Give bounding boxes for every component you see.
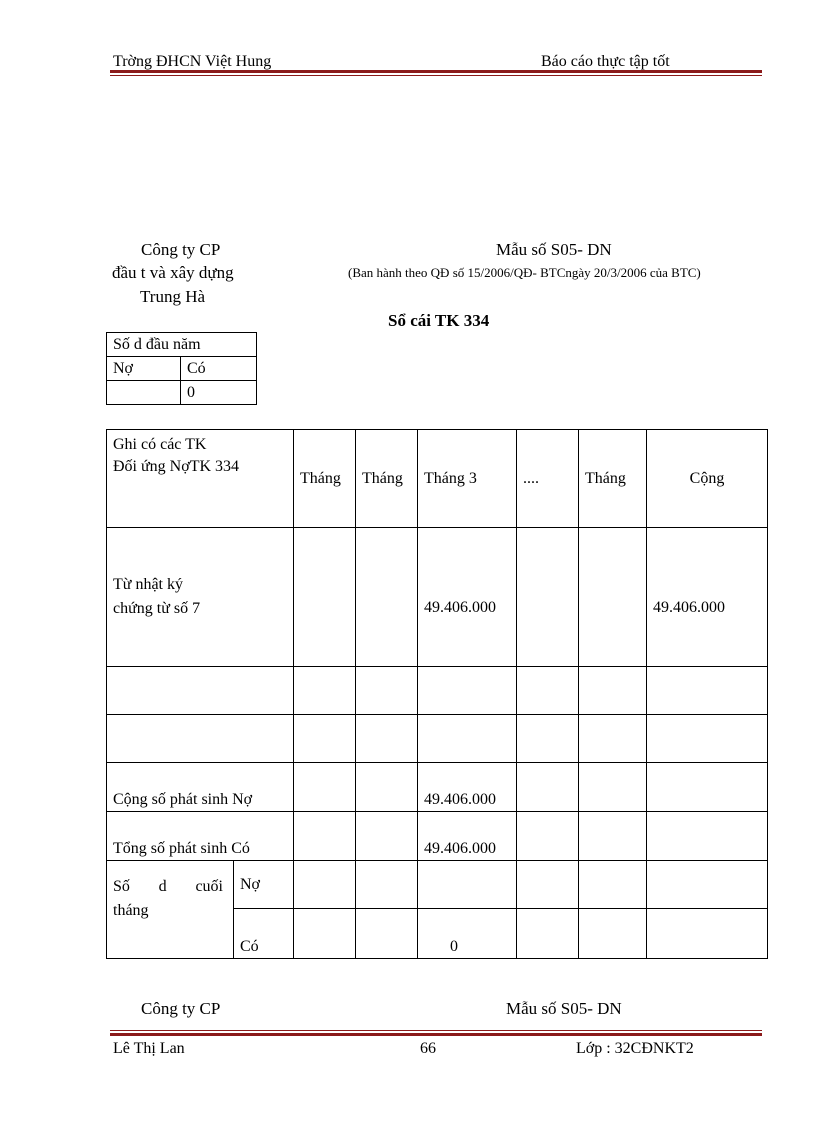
row-debit-total-cell: [579, 763, 647, 812]
row-journal-cell: 49.406.000: [647, 528, 768, 667]
footer-author: Lê Thị Lan: [113, 1040, 185, 1057]
empty-cell: [107, 715, 294, 763]
closing-debit-cell: [647, 861, 768, 909]
closing-credit-cell: [294, 909, 356, 959]
closing-balance-label: [107, 861, 234, 959]
form-decree: (Ban hành theo QĐ số 15/2006/QĐ- BTCngày 20/3/2006 của BTC): [348, 265, 701, 280]
company-line-3: Trung Hà: [140, 287, 206, 306]
footer-class: Lớp : 32CĐNKT2: [576, 1040, 694, 1057]
row-journal-line2: chứng từ số 7: [113, 600, 201, 617]
header-rule-thin: [110, 75, 762, 76]
header-month-ellipsis: ....: [517, 430, 579, 528]
empty-cell: [647, 667, 768, 715]
bottom-company: Công ty CP: [141, 999, 221, 1018]
empty-cell: [517, 715, 579, 763]
closing-debit-cell: [418, 861, 517, 909]
closing-debit-cell: [517, 861, 579, 909]
closing-debit-label: Nợ: [234, 861, 294, 909]
empty-cell: [107, 667, 294, 715]
opening-credit-value: 0: [181, 381, 257, 405]
row-debit-total-cell: [647, 763, 768, 812]
row-debit-total-cell: [356, 763, 418, 812]
header-month-1: Tháng: [294, 430, 356, 528]
row-credit-total-cell: [517, 812, 579, 861]
closing-credit-cell: 0: [418, 909, 517, 959]
empty-cell: [294, 715, 356, 763]
row-journal-cell: [294, 528, 356, 667]
empty-cell: [294, 667, 356, 715]
closing-credit-cell: [647, 909, 768, 959]
company-line-2: đầu t và xây dựng: [112, 263, 234, 282]
row-credit-total-label: Tổng số phát sinh Có: [107, 812, 294, 861]
closing-balance-words: [113, 875, 223, 899]
row-debit-total-label: Cộng số phát sinh Nợ: [107, 763, 294, 812]
empty-cell: [356, 715, 418, 763]
row-credit-total-cell: 49.406.000: [418, 812, 517, 861]
row-journal-cell: [517, 528, 579, 667]
row-journal-line1: Từ nhật ký: [113, 576, 183, 593]
row-debit-total-cell: [294, 763, 356, 812]
row-journal-cell: 49.406.000: [418, 528, 517, 667]
opening-debit-label: Nợ: [107, 357, 181, 381]
empty-cell: [579, 715, 647, 763]
empty-cell: [647, 715, 768, 763]
empty-cell: [517, 667, 579, 715]
closing-word-d: d: [158, 878, 167, 895]
row-journal-label: [107, 528, 294, 667]
header-month-2: Tháng: [356, 430, 418, 528]
header-accounts-line1: Ghi có các TK: [113, 436, 207, 453]
row-journal-cell: [356, 528, 418, 667]
empty-cell: [418, 667, 517, 715]
header-month-3: Tháng 3: [418, 430, 517, 528]
header-school: Trờng ĐHCN Việt Hung: [113, 53, 272, 70]
closing-debit-cell: [294, 861, 356, 909]
closing-credit-cell: [517, 909, 579, 959]
closing-word-so: Số: [113, 878, 130, 895]
form-code: Mẫu số S05- DN: [496, 240, 612, 259]
opening-balance-title: Số d đầu năm: [107, 333, 257, 357]
closing-credit-label: Có: [234, 909, 294, 959]
header-total: Cộng: [647, 430, 768, 528]
header-report-title: Báo cáo thực tập tốt: [541, 53, 670, 70]
header-accounts-line2: Đối ứng NợTK 334: [113, 458, 240, 475]
row-debit-total-cell: [517, 763, 579, 812]
opening-balance-table: [106, 332, 257, 405]
empty-cell: [356, 667, 418, 715]
ledger-table: [106, 429, 768, 959]
header-month-last: Tháng: [579, 430, 647, 528]
closing-word-thang: tháng: [113, 902, 149, 919]
closing-word-cuoi: cuối: [195, 878, 223, 895]
row-journal-cell: [579, 528, 647, 667]
ledger-title: Sổ cái TK 334: [388, 311, 490, 330]
bottom-form-code: Mẫu số S05- DN: [506, 999, 622, 1018]
header-rule-thick: [110, 70, 762, 73]
empty-cell: [579, 667, 647, 715]
footer-rule-thin: [110, 1030, 762, 1031]
opening-credit-label: Có: [181, 357, 257, 381]
header-cell-accounts: [107, 430, 294, 528]
opening-debit-value: [107, 381, 181, 405]
company-line-1: Công ty CP: [141, 240, 221, 259]
footer-rule-thick: [110, 1033, 762, 1036]
footer-page-number: 66: [420, 1040, 436, 1057]
closing-debit-cell: [356, 861, 418, 909]
row-credit-total-cell: [579, 812, 647, 861]
row-debit-total-cell: 49.406.000: [418, 763, 517, 812]
row-credit-total-cell: [356, 812, 418, 861]
closing-credit-cell: [579, 909, 647, 959]
row-credit-total-cell: [647, 812, 768, 861]
closing-debit-cell: [579, 861, 647, 909]
closing-credit-cell: [356, 909, 418, 959]
empty-cell: [418, 715, 517, 763]
row-credit-total-cell: [294, 812, 356, 861]
